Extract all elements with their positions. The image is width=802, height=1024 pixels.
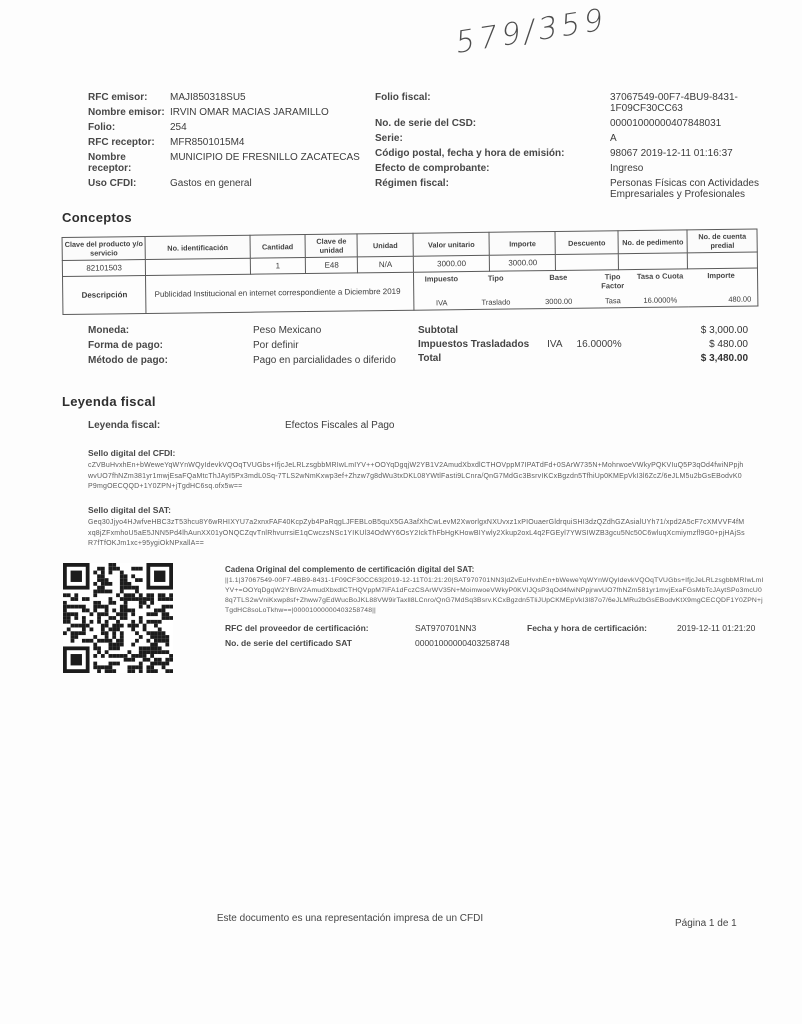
cell-cuenta-predial [688, 252, 758, 269]
col-cuenta-predial: No. de cuenta predial [687, 229, 757, 253]
field-uso-cfdi [88, 178, 388, 189]
sello-sat-label: Sello digital del SAT: [88, 505, 171, 515]
tax-val-importe: 480.00 [728, 294, 752, 304]
field-label: Régimen fiscal: [375, 178, 449, 189]
tax-subtable [413, 268, 757, 310]
col-importe: Importe [489, 231, 555, 255]
total-amount: $ 3,480.00 [700, 353, 748, 364]
subtotal-row [418, 325, 668, 336]
certification-row-2 [225, 638, 765, 648]
field-nombre-receptor [88, 152, 388, 174]
subtotal-label: Subtotal [418, 325, 458, 336]
col-no-identificacion: No. identificación [145, 235, 250, 259]
cadena-text: ||1.1|37067549-00F7-4BB9-8431-1F09CF30CC63|2019-12-11T01:21:20|SAT970701NN3|dZvEuHvxhEn+bWeweYqWYnWQyIdevkVQOqTVUGbs+IfjcJeLRLzsgbbMRIwLmIYV+=OOYqDgqW2YBnV2AmudXbxdlCTHQVppM7IFA1dFczCSArWV35N+MoimwoeVWkyP0KVIJQsP3qOd4fwiNPpjrwvUO7fhNZm581yr1mvjExaFGsMbTcJAytSPo3mcU08q7TLS2wVniKxwp8sf+Zhww7gEdWucBoJKL88VW9irTaxll8LCnro/QnG7MdSq3Bsrv.KCxBgzdn5TliJUpCKMEpVkI3l87o7/6eJLMRu2bGsEBodvKtX9mgCECQDF1Y0ZPN+jTgdHC8soLoTkhw==|00001000000403258748|| [225, 577, 764, 614]
tax-col-tasa-cuota: Tasa o Cuota [636, 271, 684, 281]
serie-sat-value: 00001000000403258748 [415, 638, 510, 648]
cell-pedimento [618, 253, 688, 270]
col-pedimento: No. de pedimento [618, 230, 688, 254]
cell-clave-unidad: E48 [306, 257, 358, 274]
field-value: Ingreso [610, 163, 644, 174]
field-serie [375, 133, 775, 144]
tax-val-base: 3000.00 [545, 296, 573, 307]
handwritten-note: 579/359 [455, 1, 608, 62]
conceptos-table [62, 228, 759, 314]
col-descuento: Descuento [555, 231, 618, 255]
table-description-row [63, 268, 758, 314]
tax-col-tipo-factor: Tipo Factor [601, 272, 625, 291]
field-label: Código postal, fecha y hora de emisión: [375, 148, 565, 159]
field-value: 98067 2019-12-11 01:16:37 [610, 148, 733, 159]
field-serie-csd [375, 118, 775, 129]
field-label: Folio: [88, 122, 116, 133]
payment-fields [88, 325, 418, 370]
cadena-label: Cadena Original del complemento de certificación digital del SAT: [225, 565, 475, 574]
tax-col-importe: Importe [707, 270, 735, 281]
rfc-proveedor-value: SAT970701NN3 [415, 623, 477, 633]
field-forma-pago [88, 340, 418, 351]
col-cantidad: Cantidad [250, 235, 306, 259]
field-label: Nombre receptor: [88, 152, 132, 174]
sello-cfdi-section [88, 448, 745, 493]
certification-row-1 [225, 623, 765, 633]
field-value: 254 [170, 122, 187, 133]
cell-importe: 3000.00 [490, 254, 556, 271]
cadena-original-section [225, 565, 765, 648]
sello-cfdi-label: Sello digital del CFDI: [88, 448, 176, 458]
field-label: Folio fiscal: [375, 92, 431, 103]
field-metodo-pago [88, 355, 418, 366]
field-label: No. de serie del CSD: [375, 118, 477, 129]
sello-sat-section [88, 505, 745, 550]
impuestos-tax: IVA [547, 339, 563, 350]
tax-val-impuesto: IVA [435, 298, 448, 308]
field-value: Gastos en general [170, 178, 252, 189]
fecha-certificacion-value: 2019-12-11 01:21:20 [677, 623, 756, 633]
field-folio-fiscal [375, 92, 775, 114]
field-value: Pago en parcialidades o diferido [253, 355, 396, 366]
field-regimen-fiscal [375, 178, 775, 200]
col-valor-unitario: Valor unitario [413, 232, 490, 256]
field-value: 37067549-00F7-4BU9-8431-1F09CF30CC63 [610, 92, 738, 114]
impuestos-rate: 16.0000% [576, 339, 622, 350]
field-value: MAJI850318SU5 [170, 92, 246, 103]
field-value: Efectos Fiscales al Pago [285, 420, 395, 431]
field-rfc-emisor [88, 92, 388, 103]
field-moneda [88, 325, 418, 336]
fiscal-fields [375, 92, 775, 204]
total-row [418, 353, 668, 364]
tax-col-base: Base [549, 272, 568, 283]
cell-unidad: N/A [358, 256, 414, 273]
impuestos-row [418, 339, 668, 350]
col-unidad: Unidad [357, 233, 413, 257]
col-clave-unidad: Clave de unidad [305, 234, 357, 258]
subtotal-amount: $ 3,000.00 [700, 325, 748, 336]
field-leyenda-fiscal [88, 420, 648, 431]
fecha-certificacion-label: Fecha y hora de certificación: [527, 623, 647, 633]
field-label: RFC emisor: [88, 92, 148, 103]
field-label: Leyenda fiscal: [88, 420, 161, 431]
cell-valor-unitario: 3000.00 [413, 255, 490, 272]
footer-page-number: Página 1 de 1 [675, 918, 737, 929]
field-value: Peso Mexicano [253, 325, 322, 336]
field-codigo-postal-emision [375, 148, 775, 159]
serie-sat-label: No. de serie del certificado SAT [225, 638, 352, 648]
field-label: RFC receptor: [88, 137, 155, 148]
field-label: Moneda: [88, 325, 130, 336]
field-efecto-comprobante [375, 163, 775, 174]
rfc-proveedor-label: RFC del proveedor de certificación: [225, 623, 369, 633]
impuestos-amount: $ 480.00 [709, 339, 748, 350]
cell-no-identificacion [146, 258, 250, 275]
totals-amounts [668, 325, 748, 370]
sello-cfdi-text: cZVBuHvxhEn+bWeweYqWYnWQyIdevkVQOqTVUGbs+IfjcJeLRLzsgbbMRIwLmIYV++OOYqDgqjW2YB1V2AmudXbxdlCTHOVppM7IPATdFd+0SArW735N+MohrwoeVWkyPQKVIuQ5P3qOd4fwiNPpjhwvUO7fhNZm381yr1mwjEsaFQaMtcThJAyI5Px3mdL0Sq-7TLS2wNmKxwp3ef+Zhzw7g8dWu3txDKL08YWtlFasti9LCnra/QnG7MdGc3BsrvIKCxBgzdn5TfhiUp0KMEpVkI3l6ZcZ/6eJLM5u2bGsEBodvK0P9mgOECQQD+1Y0ZPN+jTgdHC6sq.ofx5w== [88, 462, 744, 490]
col-clave-producto: Clave del producto y/o servicio [62, 236, 146, 260]
cell-clave-producto: 82101503 [62, 259, 146, 276]
cell-descuento [556, 254, 619, 271]
tax-val-tipo: Traslado [481, 297, 511, 307]
conceptos-heading: Conceptos [62, 210, 132, 225]
field-label: Método de pago: [88, 355, 168, 366]
field-label: Uso CFDI: [88, 178, 137, 189]
field-value: 00001000000407848031 [610, 118, 722, 129]
totals-block [418, 325, 748, 370]
footer-note: Este documento es una representación impresa de un CFDI [216, 913, 484, 924]
field-value: Personas Físicas con Actividades Empresariales y Profesionales [610, 178, 759, 200]
descripcion-text: Publicidad Institucional en internet correspondiente a Diciembre 2019 [146, 272, 414, 313]
field-label: Nombre emisor: [88, 107, 165, 118]
tax-val-tipo-factor: Tasa [604, 296, 621, 306]
field-label: Efecto de comprobante: [375, 163, 490, 174]
impuestos-label: Impuestos Trasladados [418, 339, 530, 350]
payment-section [88, 325, 748, 370]
field-value: A [610, 133, 617, 144]
sello-sat-text: Geq30Jjyo4HJwfveHBC3zT53hcu8Y6wRHIXYU7a2xnxFAF40KcpZyb4PaRqgLJFEBLoB5quX5GA3afXhCwLevM2XworlgxNXUvxz1xPIOuaerGldrquiSHI3dzQZdhGZAsialUYh71/xpd2A5cF7cXMVVF4fMxq8jZFxmhoU5aE5JNN5Pd4lhAunXX01yONQCZqvTnlRhvurrsiE1qCwczsNSc1YIKUl34OdWY6OsY2IckThFbHgKHowBIYwly2Xkup2oxL4q2FGEyl7YWSIWZB3gcu5Nc50C6wluqXcmiymzfl9G0+pjHAjSsR7fTfOKJm1xc+95ygiOkNPxallA== [88, 519, 745, 547]
field-value: IRVIN OMAR MACIAS JARAMILLO [170, 107, 329, 118]
emitter-receiver-fields [88, 92, 388, 193]
tax-col-impuesto: Impuesto [424, 274, 459, 284]
field-nombre-emisor [88, 107, 388, 118]
tax-col-tipo: Tipo [487, 273, 504, 283]
total-label: Total [418, 353, 442, 364]
field-folio [88, 122, 388, 133]
field-rfc-receptor [88, 137, 388, 148]
field-value: Por definir [253, 340, 299, 351]
field-value: MUNICIPIO DE FRESNILLO ZACATECAS [170, 152, 360, 163]
totals-labels [418, 325, 668, 370]
tax-val-tasa-cuota: 16.0000% [643, 295, 678, 305]
qr-code [63, 563, 173, 673]
leyenda-heading: Leyenda fiscal [62, 394, 156, 409]
field-value: MFR8501015M4 [170, 137, 245, 148]
descripcion-label: Descripción [63, 275, 147, 314]
field-label: Forma de pago: [88, 340, 164, 351]
field-label: Serie: [375, 133, 403, 144]
cell-cantidad: 1 [250, 258, 306, 275]
